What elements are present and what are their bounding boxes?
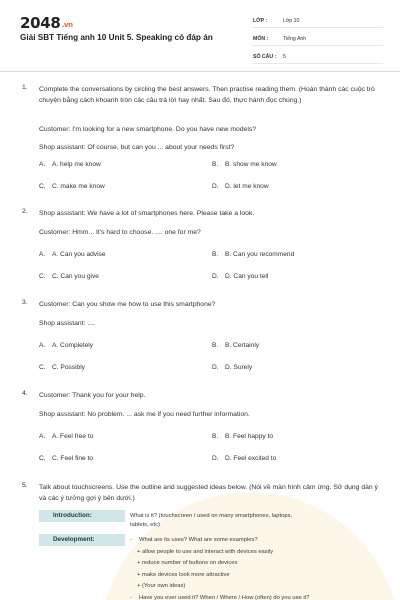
option-c[interactable]: C. C. Possibly <box>39 364 85 371</box>
option-b[interactable]: B. B. show me know <box>212 161 277 168</box>
meta-row-count <box>253 50 383 64</box>
dialogue-line: Customer: Hmm... It's hard to choose. .... one for me? <box>39 229 201 236</box>
outline-text: + allow people to use and interact with devices easily <box>137 548 274 555</box>
question-number: 1. <box>22 84 28 91</box>
outline-text: What are its uses? What are some examples? <box>139 537 258 543</box>
dialogue-line: Shop assistant: .... <box>39 320 95 327</box>
question-number: 2. <box>22 208 28 215</box>
meta-value: Tiếng Anh <box>283 35 307 42</box>
meta-label: MÔN : <box>253 35 269 42</box>
option-a[interactable]: A. A. Can you advise <box>39 251 106 258</box>
outline-text: + reduce number of buttons on devices <box>137 560 238 566</box>
option-d[interactable]: D. D. let me know <box>212 183 269 190</box>
dialogue-line: Shop assistant: Of course, but can you ... about your needs first? <box>39 144 235 151</box>
dialogue-line: Customer: Can you show me how to use this smartphone? <box>39 301 216 308</box>
option-d[interactable]: D. D. Feel excited to <box>212 455 277 462</box>
question-instruction: Complete the conversations by circling the best answers. Then practise reading them. (Hoàn thành các cuộc trò chuyện bằng cách khoanh tròn các câu trả lời hay nhất. Sau đó, thực hành đọc chúng.) <box>39 86 375 104</box>
outline-text: + (Your own ideas) <box>137 583 186 589</box>
outline-text: tablets, etc) <box>130 521 160 528</box>
outline-text: + make devices look more attractive <box>137 571 230 578</box>
option-b[interactable]: B. B. Certainly <box>212 342 260 349</box>
option-b[interactable]: B. B. Feel happy to <box>212 433 274 440</box>
question-number: 5. <box>22 482 28 489</box>
dialogue-line: Shop assistant: No problem. ... ask me if you need further information. <box>39 411 250 418</box>
document-header <box>0 0 400 72</box>
meta-label: SỐ CÂU : <box>253 53 277 60</box>
outline-bullet-icon: - <box>130 537 132 543</box>
logo-suffix: .vn <box>61 21 73 29</box>
logo-text: 2048 <box>20 14 61 32</box>
site-logo[interactable] <box>20 14 73 32</box>
option-a[interactable]: A. A. Feel free to <box>39 433 94 440</box>
meta-value: Lớp 10 <box>283 17 300 24</box>
outline-label-development: Development: <box>39 534 125 546</box>
meta-value: 5 <box>283 53 286 60</box>
meta-row-class <box>253 14 383 28</box>
option-a[interactable]: A. A. help me know <box>39 161 101 168</box>
question-number: 4. <box>22 390 28 397</box>
meta-label: LỚP : <box>253 17 268 24</box>
exercise-content <box>0 72 400 600</box>
option-a[interactable]: A. A. Completely <box>39 342 94 349</box>
question-instruction: Talk about touchscreens. Use the outline and suggested ideas below. (Nói về màn hình cảm ứng. Sử dụng dàn ý và các ý tưởng gợi ý bên dưới.) <box>39 484 378 502</box>
meta-info <box>253 14 383 68</box>
dialogue-line: Customer: Thank you for your help. <box>39 392 146 399</box>
outline-text: What is it? (touchscreen / used on many smartphones, laptops, <box>130 513 293 519</box>
option-b[interactable]: B. B. Can you recommend <box>212 251 295 258</box>
document-title: Giải SBT Tiếng anh 10 Unit 5. Speaking có đáp án <box>20 33 213 42</box>
option-d[interactable]: D. D. Can you tell <box>212 273 269 280</box>
question-number: 3. <box>22 299 28 306</box>
option-c[interactable]: C. C. Can you give <box>39 273 99 280</box>
outline-label-introduction: Introduction: <box>39 510 125 522</box>
option-d[interactable]: D. D. Surely <box>212 364 253 371</box>
meta-row-subject <box>253 32 383 46</box>
dialogue-line: Customer: I'm looking for a new smartphone. Do you have new models? <box>39 126 257 133</box>
dialogue-line: Shop assistant: We have a lot of smartphones here. Please take a look. <box>39 210 255 217</box>
outline-text: Have you ever used it? When / Where / How (often) do you use it? <box>139 594 310 600</box>
outline-bullet-icon: - <box>130 594 132 600</box>
option-c[interactable]: C. C. Feel fine to <box>39 455 94 462</box>
option-c[interactable]: C. C. make me know <box>39 183 105 190</box>
